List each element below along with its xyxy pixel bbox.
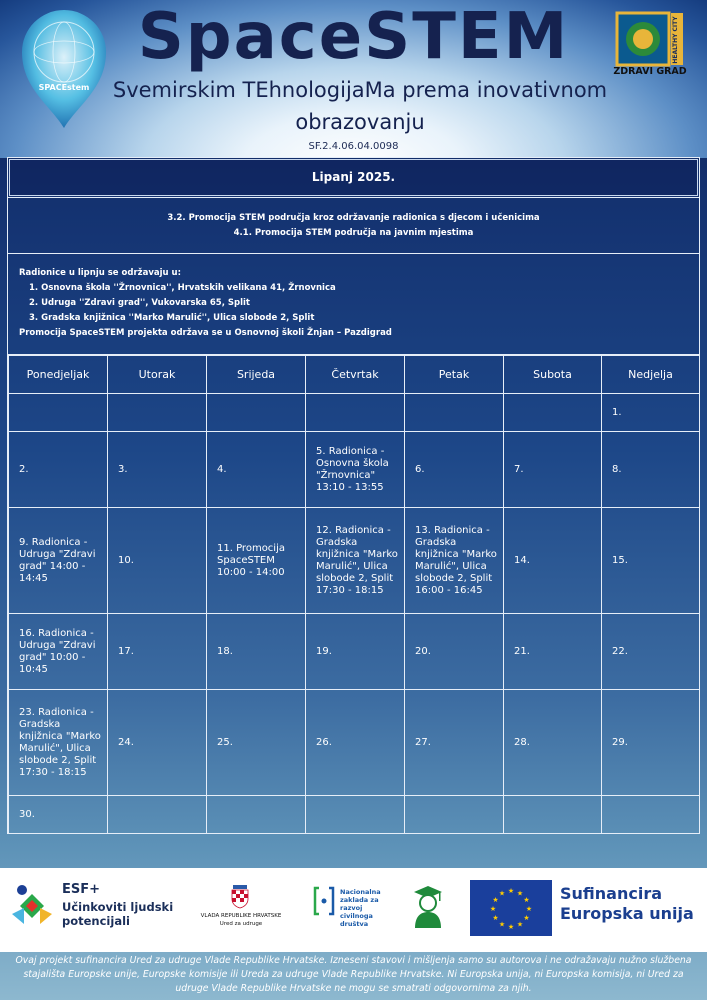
day-cell: 28.: [504, 690, 602, 796]
venues-section: [8, 254, 699, 355]
day-cell: 14.: [504, 508, 602, 614]
week-row: [9, 690, 700, 796]
day-cell: 20.: [405, 614, 504, 690]
svg-text:★: ★: [489, 905, 497, 913]
svg-text:★: ★: [516, 920, 524, 929]
svg-text:★: ★: [507, 923, 515, 931]
day-cell: 6.: [405, 432, 504, 508]
event-cell: 23. Radionica - Gradska knjižnica "Marko Marulić", Ulica slobode 2, Split 17:30 - 18:15: [9, 690, 108, 796]
weekday-header: Srijeda: [207, 356, 306, 394]
day-cell: 30.: [9, 796, 108, 834]
day-cell: 19.: [306, 614, 405, 690]
week-row: [9, 796, 700, 834]
healthy-city-text: HEALTHY CITY: [672, 16, 679, 64]
day-cell: [504, 394, 602, 432]
day-cell: [207, 394, 306, 432]
day-cell: 4.: [207, 432, 306, 508]
weekday-header: Četvrtak: [306, 356, 405, 394]
day-cell: [504, 796, 602, 834]
student-kid-icon: [411, 884, 445, 928]
week-row: [9, 432, 700, 508]
event-cell: 12. Radionica - Gradska knjižnica "Marko Marulić", Ulica slobode 2, Split 17:30 - 18:15: [306, 508, 405, 614]
venue-item: 3. Gradska knjižnica ''Marko Marulić'', Ulica slobode 2, Split: [29, 313, 315, 323]
calendar-panel: [7, 157, 700, 834]
calendar-grid: [8, 355, 700, 834]
day-cell: [108, 796, 207, 834]
esf-label: ESF+: [62, 882, 101, 897]
topics-section: [8, 198, 699, 254]
event-cell: 5. Radionica - Osnovna škola "Žrnovnica" 13:10 - 13:55: [306, 432, 405, 508]
month-label: Lipanj 2025.: [9, 159, 698, 196]
event-cell: 13. Radionica - Gradska knjižnica "Marko Marulić", Ulica slobode 2, Split 16:00 - 16:45: [405, 508, 504, 614]
eu-cofinancing-label: [560, 884, 694, 924]
eu-cofinancing-text: [560, 884, 694, 924]
week-row: [9, 508, 700, 614]
venues-list: [19, 281, 699, 326]
day-cell: 27.: [405, 690, 504, 796]
day-cell: 22.: [602, 614, 700, 690]
svg-text:★: ★: [498, 889, 506, 898]
svg-text:★: ★: [523, 896, 530, 904]
day-cell: 3.: [108, 432, 207, 508]
day-cell: 25.: [207, 690, 306, 796]
day-cell: 26.: [306, 690, 405, 796]
day-cell: 24.: [108, 690, 207, 796]
page-subtitle: Svemirskim TEhnologijaMa prema inovativnom obrazovanju: [112, 78, 608, 134]
eu-text-line: Europska unija: [560, 904, 694, 923]
spacestem-logo-text: SPACEstem: [38, 83, 90, 92]
month-header: [8, 158, 699, 198]
page-title: SpaceSTEM: [137, 0, 570, 74]
nzrcd-label: Nacionalna zaklada za razvoj civilnoga društva: [340, 888, 381, 928]
day-cell: [405, 394, 504, 432]
svg-text:★: ★: [492, 914, 499, 922]
event-cell: 9. Radionica - Udruga "Zdravi grad" 14:00 - 14:45: [9, 508, 108, 614]
esf-sub-label: Učinkoviti ljudski potencijali: [62, 900, 174, 928]
header-banner: [0, 0, 707, 158]
svg-text:★: ★: [507, 887, 515, 895]
venue-item: 2. Udruga ''Zdravi grad'', Vukovarska 65, Split: [29, 298, 250, 308]
topic-line: 4.1. Promocija STEM područja na javnim mjestima: [233, 228, 474, 238]
croatian-coat-of-arms-icon: [231, 885, 249, 909]
event-cell: 16. Radionica - Udruga "Zdravi grad" 10:00 - 10:45: [9, 614, 108, 690]
topic-line: 3.2. Promocija STEM područja kroz održavanje radionica s djecom i učenicima: [167, 213, 540, 223]
day-cell: [306, 394, 405, 432]
weekday-header: Petak: [405, 356, 504, 394]
day-cell: 15.: [602, 508, 700, 614]
day-cell: 10.: [108, 508, 207, 614]
day-cell: 2.: [9, 432, 108, 508]
svg-text:★: ★: [498, 920, 506, 929]
day-cell: [306, 796, 405, 834]
day-cell: [405, 796, 504, 834]
venues-outro: Promocija SpaceSTEM projekta održava se u Osnovnoj školi Žnjan – Pazdigrad: [19, 328, 392, 338]
esf-plus-icon: [10, 884, 54, 928]
week-row: [9, 394, 700, 432]
day-cell: [602, 796, 700, 834]
weekday-header: Utorak: [108, 356, 207, 394]
day-cell: [207, 796, 306, 834]
venue-item: 1. Osnovna škola ''Žrnovnica'', Hrvatskih velikana 41, Žrnovnica: [29, 283, 336, 293]
day-cell: 29.: [602, 690, 700, 796]
day-cell: 7.: [504, 432, 602, 508]
day-cell: 21.: [504, 614, 602, 690]
weekday-header: Subota: [504, 356, 602, 394]
eu-text-line: Sufinancira: [560, 884, 663, 903]
week-row: [9, 614, 700, 690]
weekday-header: Nedjelja: [602, 356, 700, 394]
svg-text:★: ★: [523, 914, 530, 922]
nzrcd-bracket-icon: [313, 886, 335, 916]
project-code: SF.2.4.06.04.0098: [308, 141, 399, 152]
svg-text:★: ★: [516, 889, 524, 898]
svg-text:★: ★: [492, 896, 499, 904]
svg-text:★: ★: [525, 905, 533, 913]
weekday-header-row: [9, 356, 700, 394]
weekday-header: Ponedjeljak: [9, 356, 108, 394]
vlada-subtitle: Ured za udruge: [219, 921, 263, 927]
eu-flag-icon: [470, 880, 552, 936]
vlada-label: [196, 912, 286, 928]
event-cell: 11. Promocija SpaceSTEM 10:00 - 14:00: [207, 508, 306, 614]
zdravi-grad-label: ZDRAVI GRAD: [613, 66, 687, 77]
footer-disclaimer: Ovaj projekt sufinancira Ured za udruge Vlade Republike Hrvatske. Izneseni stavovi i mišljenja samo su autorova i ne odražavaju nužno službena stajališta Europske unije, Europske komisije ili Ureda za udruge Vlade Republike Hrvatske. Ni Europska unija, ni Europska komisija, ni Ured za udruge Vlade Republike Hrvatske ne mogu se smatrati odgovornima za njih.: [15, 955, 692, 994]
vlada-title: VLADA REPUBLIKE HRVATSKE: [200, 913, 282, 919]
day-cell: 1.: [602, 394, 700, 432]
day-cell: [9, 394, 108, 432]
day-cell: [108, 394, 207, 432]
venues-intro: Radionice u lipnju se održavaju u:: [19, 268, 181, 278]
day-cell: 8.: [602, 432, 700, 508]
day-cell: 18.: [207, 614, 306, 690]
day-cell: 17.: [108, 614, 207, 690]
